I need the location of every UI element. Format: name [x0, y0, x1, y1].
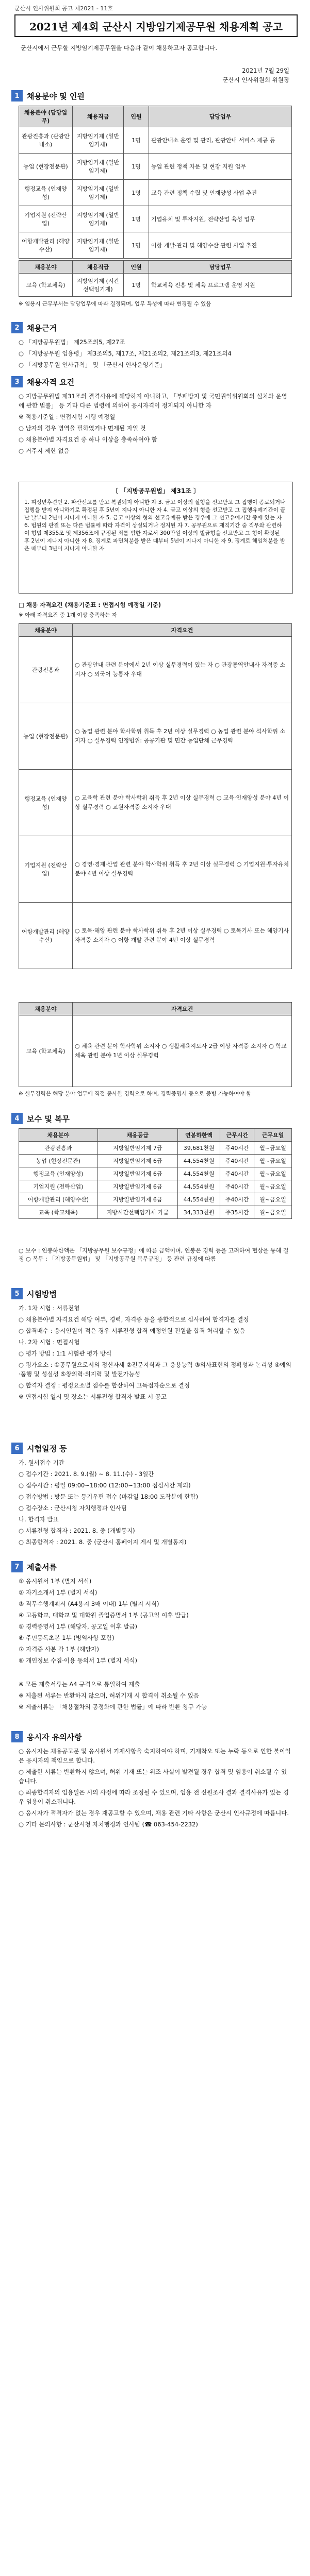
cell-field: 관광진흥과 (관광안내소) — [19, 127, 73, 154]
cell-hours: 주40시간 — [220, 1193, 254, 1206]
qual-footnote: ※ 실무경력은 해당 분야 업무에 직접 종사한 경력으로 하며, 경력증명서 등으로 증빙 가능하여야 함 — [19, 1091, 252, 1097]
legal-title: 〔 「지방공무원법」 제31조 〕 — [112, 487, 200, 495]
section-label: 시험방법 — [27, 1289, 57, 1299]
cell-hours: 주35시간 — [220, 1206, 254, 1219]
cell-field: 관광진흥과 — [19, 1142, 98, 1155]
cell-field: 교육 (학교체육) — [19, 274, 73, 297]
list-item: 가. 원서접수 기간 — [19, 1459, 64, 1466]
table-row — [19, 232, 292, 259]
recruit-table — [19, 106, 292, 259]
list-item: ○ 「지방공무원 임용령」 제3조의5, 제17조, 제21조의2, 제21조의3, 제21조의4 — [19, 350, 232, 357]
table-row — [19, 836, 292, 903]
list-item: ○ 응시자는 채용공고문 및 응시원서 기재사항을 숙지하여야 하며, 기재착오 또는 누락 등으로 인한 불이익은 응시자의 책임으로 합니다. — [19, 1748, 291, 1764]
list-item: ○ 제출한 서류는 반환하지 않으며, 허위 기재 또는 위조 사실이 발견될 경우 합격 및 임용이 취소될 수 있습니다. — [19, 1768, 287, 1785]
note-item: ※ 모든 제출서류는 A4 규격으로 통일하여 제출 — [19, 1681, 140, 1688]
section-label: 채용분야 및 인원 — [27, 91, 85, 101]
table-row — [19, 154, 292, 180]
section-8-list — [19, 1747, 292, 1831]
table-row — [19, 1180, 292, 1193]
cell-grade: 지방시간선택임기제 가급 — [97, 1206, 177, 1219]
section-label: 채용자격 요건 — [27, 377, 75, 387]
table-row — [19, 703, 292, 770]
cell-grade: 지방임기제 (일반임기제) — [73, 180, 124, 206]
cell-count: 1명 — [124, 274, 149, 297]
table-row — [19, 770, 292, 836]
cell-pay: 44,554천원 — [177, 1193, 220, 1206]
cell-field: 기업지원 (전략산업) — [19, 1180, 98, 1193]
col-duty: 담당업무 — [149, 261, 292, 274]
issue-date-value: 2021년 7월 29일 — [242, 67, 289, 74]
list-item: ○ 합격자 결정 : 평정요소별 점수를 합산하여 고득점자순으로 결정 — [19, 1382, 190, 1389]
list-item: ○ 최종합격자의 임용일은 시의 사정에 따라 조정될 수 있으며, 임용 전 신원조사 결과 결격사유가 있는 경우 임용이 취소됩니다. — [19, 1789, 289, 1805]
cell-grade: 지방일반임기제 6급 — [97, 1155, 177, 1167]
cell-days: 월~금요일 — [254, 1180, 292, 1193]
cell-field: 교육 (학교체육) — [19, 1015, 73, 1087]
list-item: ※ 면접시험 일시 및 장소는 서류전형 합격자 발표 시 공고 — [19, 1393, 167, 1400]
section-number: 1 — [11, 90, 23, 101]
cell-duty: 기업유치 및 투자지원, 전략산업 육성 업무 — [149, 206, 292, 232]
cell-field: 어항개발관리 (해양수산) — [19, 903, 73, 969]
list-item: ○ 채용분야별 자격요건 중 하나 이상을 충족하여야 함 — [19, 436, 157, 443]
col-field: 채용분야 — [19, 624, 73, 637]
cell-duty: 학교체육 진흥 및 체육 프로그램 운영 지원 — [149, 274, 292, 297]
col-days: 근무요일 — [254, 1129, 292, 1142]
table-row — [19, 274, 292, 297]
cell-duty: 교육 관련 정책 수립 및 인재양성 사업 추진 — [149, 180, 292, 206]
cell-count: 1명 — [124, 206, 149, 232]
list-item: ○ 접수방법 : 방문 또는 등기우편 접수 (마감일 18:00 도착분에 한함) — [19, 1493, 199, 1500]
col-grade: 채용직급 — [73, 261, 124, 274]
cell-duty: 농업 관련 정책 자문 및 현장 지원 업무 — [149, 154, 292, 180]
section-number: 3 — [11, 376, 23, 387]
legal-text: 1. 피성년후견인 2. 파산선고를 받고 복권되지 아니한 자 3. 금고 이상의 실형을 선고받고 그 집행이 종료되거나 집행을 받지 아니하기로 확정된 후 5년이 지나지 아니한 자 4. 금고 이상의 형을 선고받고 그 집행유예기간이 끝난 날부터 2년이 지나지 아니한 자 5. 금고 이상의 형의 선고유예를 받은 경우에 그 선고유예기간 중에 있는 자 6. 법원의 판결 또는 다른 법률에 따라 자격이 상실되거나 정지된 자 7. 공무원으로 재직기간 중 직무와 관련하여 형법 제355조 및 제356조에 규정된 죄를 범한 자로서 300만원 이상의 벌금형을 선고받고 그 형이 확정된 후 2년이 지나지 아니한 자 8. 징계로 파면처분을 받은 때부터 5년이 지나지 아니한 자 9. 징계로 해임처분을 받은 때부터 3년이 지나지 아니한 자 — [24, 499, 286, 552]
cell-days: 월~금요일 — [254, 1193, 292, 1206]
cell-duty: 어항 개발·관리 및 해양수산 관련 사업 추진 — [149, 232, 292, 259]
cell-req: ○ 토목·해양 관련 분야 학사학위 취득 후 2년 이상 실무경력 ○ 토목기사 또는 해양기사 자격증 소지자 ○ 어항 개발 관련 분야 4년 이상 실무경력 — [73, 903, 292, 969]
recruit-table-2 — [19, 260, 292, 297]
cell-duty: 관광안내소 운영 및 관리, 관광안내 서비스 제공 등 — [149, 127, 292, 154]
table-row — [19, 1206, 292, 1219]
list-item: ○ 평가요소 : ①공무원으로서의 정신자세 ②전문지식과 그 응용능력 ③의사표현의 정확성과 논리성 ④예의·품행 및 성실성 ⑤창의력·의지력 및 발전가능성 — [19, 1361, 291, 1378]
pay-note: ○ 보수 : 연봉하한액은 「지방공무원 보수규정」에 따른 금액이며, 연봉은 경력 등을 고려하여 협상을 통해 결정 ○ 복무 : 「지방공무원법」 및 「지방공무원 복무규정」 등 관련 규정에 따름 — [19, 1247, 289, 1262]
cell-hours: 주40시간 — [220, 1155, 254, 1167]
list-item: ○ 평가 방법 : 1:1 시험관 평가 방식 — [19, 1350, 112, 1357]
cell-hours: 주40시간 — [220, 1167, 254, 1180]
col-field: 채용분야 (담당업무) — [19, 106, 73, 127]
col-field: 채용분야 — [19, 1129, 98, 1142]
cell-pay: 44,554천원 — [177, 1167, 220, 1180]
section-7-list — [19, 1577, 292, 1667]
section-number: 4 — [11, 1113, 23, 1124]
list-item: ○ 서류전형 합격자 : 2021. 8. 중 (개별통지) — [19, 1527, 135, 1534]
list-item: ○ 접수시간 : 평일 09:00~18:00 (12:00~13:00 점심시간 제외) — [19, 1482, 191, 1489]
notice-number: 군산시 인사위원회 공고 제2021 - 11호 — [14, 5, 113, 12]
cell-count: 1명 — [124, 180, 149, 206]
section-5-heading — [11, 1288, 57, 1299]
cell-grade: 지방임기제 (시간선택임기제) — [73, 274, 124, 297]
list-item: ⑦ 자격증 사본 각 1부 (해당자) — [19, 1646, 99, 1653]
section-1-note: ※ 임용시 근무부서는 담당업무에 따라 결정되며, 업무 특성에 따라 변경될 수 있음 — [19, 301, 211, 307]
section-label: 시험일정 등 — [27, 1444, 67, 1453]
cell-grade: 지방일반임기제 7급 — [97, 1142, 177, 1155]
table-row — [19, 1015, 292, 1087]
col-grade: 채용등급 — [97, 1129, 177, 1142]
list-item: ⑧ 개인정보 수집·이용 동의서 1부 (별지 서식) — [19, 1657, 137, 1664]
legal-box — [19, 482, 293, 594]
cell-grade: 지방일반임기제 6급 — [97, 1193, 177, 1206]
list-item: ○ 최종합격자 : 2021. 8. 중 (군산시 홈페이지 게시 및 개별통지) — [19, 1538, 187, 1546]
cell-field: 농업 (현장전문관) — [19, 1155, 98, 1167]
section-number: 8 — [11, 1731, 23, 1742]
list-item: ⑤ 경력증명서 1부 (해당자, 공고일 이후 발급) — [19, 1623, 137, 1630]
section-3-heading — [11, 376, 74, 387]
table-row — [19, 1155, 292, 1167]
section-number: 6 — [11, 1443, 23, 1454]
list-item: 나. 합격자 발표 — [19, 1516, 59, 1523]
col-count: 인원 — [124, 261, 149, 274]
cell-field: 어항개발관리 (해양수산) — [19, 232, 73, 259]
section-number: 7 — [11, 1561, 23, 1572]
list-item: ① 응시원서 1부 (별지 서식) — [19, 1578, 92, 1585]
table-row — [19, 180, 292, 206]
cell-req: ○ 체육 관련 분야 학사학위 소지자 ○ 생활체육지도사 2급 이상 자격증 소지자 ○ 학교체육 관련 분야 1년 이상 실무경력 — [73, 1015, 292, 1087]
list-item: ○ 지방공무원법 제31조의 결격사유에 해당하지 아니하고, 「부패방지 및 국민권익위원회의 설치와 운영에 관한 법률」 등 기타 다른 법령에 의하여 응시자격이 정지되지 아니한 자 — [19, 393, 287, 409]
section-7-notes — [19, 1680, 292, 1714]
table-row — [19, 637, 292, 703]
list-item: ④ 고등학교, 대학교 및 대학원 졸업증명서 1부 (공고일 이후 발급) — [19, 1612, 189, 1619]
cell-pay: 39,681천원 — [177, 1142, 220, 1155]
table-row — [19, 903, 292, 969]
section-5-list — [19, 1303, 292, 1403]
cell-field: 농업 (현장전문관) — [19, 703, 73, 770]
cell-days: 월~금요일 — [254, 1155, 292, 1167]
cell-grade: 지방임기제 (일반임기제) — [73, 206, 124, 232]
section-7-heading — [11, 1561, 57, 1572]
cell-field: 행정교육 (인재양성) — [19, 180, 73, 206]
section-2-heading — [11, 322, 57, 333]
section-3-list — [19, 392, 292, 457]
list-item: ○ 기타 문의사항 : 군산시청 자치행정과 인사팀 (☎ 063-454-2232) — [19, 1821, 198, 1828]
col-hours: 근무시간 — [220, 1129, 254, 1142]
section-8-heading — [11, 1731, 82, 1742]
pay-table — [19, 1128, 292, 1219]
list-item: ○ 접수장소 : 군산시청 자치행정과 인사팀 — [19, 1504, 127, 1512]
list-item: ○ 접수기간 : 2021. 8. 9.(월) ~ 8. 11.(수) - 3일간 — [19, 1470, 154, 1478]
section-6-heading — [11, 1443, 67, 1454]
table-row — [19, 1193, 292, 1206]
col-count: 인원 — [124, 106, 149, 127]
list-item: 가. 1차 시험 : 서류전형 — [19, 1304, 80, 1312]
section-number: 2 — [11, 322, 23, 333]
list-item: ⑥ 주민등록초본 1부 (병역사항 포함) — [19, 1634, 115, 1641]
cell-count: 1명 — [124, 154, 149, 180]
cell-count: 1명 — [124, 127, 149, 154]
list-item: ○ 채용분야별 자격요건 해당 여부, 경력, 자격증 등을 종합적으로 심사하여 합격자를 결정 — [19, 1316, 249, 1323]
page-title: 2021년 제4회 군산시 지방임기제공무원 채용계획 공고 — [14, 14, 298, 37]
col-duty: 담당업무 — [149, 106, 292, 127]
list-item: 나. 2차 시험 : 면접시험 — [19, 1338, 80, 1346]
cell-grade: 지방임기제 (일반임기제) — [73, 154, 124, 180]
section-number: 5 — [11, 1288, 23, 1299]
section-label: 보수 및 복무 — [27, 1114, 70, 1124]
cell-days: 월~금요일 — [254, 1142, 292, 1155]
issuer: 군산시 인사위원회 위원장 — [222, 76, 289, 83]
cell-field: 행정교육 (인재양성) — [19, 770, 73, 836]
qual-note: ※ 아래 자격요건 중 1개 이상 충족하는 자 — [19, 612, 117, 618]
cell-field: 관광진흥과 — [19, 637, 73, 703]
cell-grade: 지방일반임기제 6급 — [97, 1180, 177, 1193]
col-field: 채용분야 — [19, 261, 73, 274]
col-grade: 채용직급 — [73, 106, 124, 127]
section-label: 응시자 유의사항 — [27, 1732, 82, 1742]
issue-date — [222, 66, 289, 84]
cell-hours: 주40시간 — [220, 1142, 254, 1155]
list-item: ○ 「지방공무원법」 제25조의5, 제27조 — [19, 338, 125, 346]
cell-pay: 34,333천원 — [177, 1206, 220, 1219]
table-row — [19, 127, 292, 154]
cell-pay: 44,554천원 — [177, 1180, 220, 1193]
cell-grade: 지방임기제 (일반임기제) — [73, 232, 124, 259]
cell-days: 월~금요일 — [254, 1167, 292, 1180]
section-6-list — [19, 1458, 292, 1549]
table-row — [19, 1167, 292, 1180]
section-label: 제출서류 — [27, 1562, 57, 1572]
cell-pay: 44,554천원 — [177, 1155, 220, 1167]
qual-table — [19, 623, 292, 969]
cell-field: 기업지원 (전략산업) — [19, 836, 73, 903]
list-item: ○ 응시자가 적격자가 없는 경우 재공고할 수 있으며, 채용 관련 기타 사항은 군산시 인사규정에 따릅니다. — [19, 1809, 289, 1817]
cell-req: ○ 농업 관련 분야 학사학위 취득 후 2년 이상 실무경력 ○ 농업 관련 분야 석사학위 소지자 ○ 실무경력 인정범위: 공공기관 및 민간 농업단체 근무경력 — [73, 703, 292, 770]
cell-field: 농업 (현장전문관) — [19, 154, 73, 180]
cell-field: 행정교육 (인재양성) — [19, 1167, 98, 1180]
note-item: ※ 제출서류는 「채용절차의 공정화에 관한 법률」에 따라 반환 청구 가능 — [19, 1703, 207, 1710]
col-pay: 연봉하한액 — [177, 1129, 220, 1142]
list-item: ○ 남자의 경우 병역을 필하였거나 면제된 자일 것 — [19, 425, 146, 432]
qual-title: □ 채용 자격요건 (채용기준표 : 면접시험 예정일 기준) — [19, 601, 161, 608]
cell-days: 월~금요일 — [254, 1206, 292, 1219]
table-row — [19, 1142, 292, 1155]
list-item: ○ 거주지 제한 없음 — [19, 447, 70, 454]
cell-req: ○ 교육학 관련 분야 학사학위 취득 후 2년 이상 실무경력 ○ 교육·인재양성 분야 4년 이상 실무경력 ○ 교원자격증 소지자 우대 — [73, 770, 292, 836]
cell-grade: 지방일반임기제 6급 — [97, 1167, 177, 1180]
section-2-list — [19, 337, 292, 371]
section-4-heading — [11, 1113, 70, 1124]
list-item: ○ 합격배수 : 응시인원이 적은 경우 서류전형 합격 예정인원 전원을 합격 처리할 수 있음 — [19, 1327, 246, 1334]
qual-table-2 — [19, 1002, 292, 1087]
col-req: 자격요건 — [73, 1003, 292, 1015]
section-label: 채용근거 — [27, 323, 57, 333]
list-item: ③ 직무수행계획서 (A4용지 3매 이내) 1부 (별지 서식) — [19, 1600, 159, 1607]
table-row — [19, 206, 292, 232]
cell-req: ○ 경영·경제·산업 관련 분야 학사학위 취득 후 2년 이상 실무경력 ○ 기업지원·투자유치 분야 4년 이상 실무경력 — [73, 836, 292, 903]
cell-grade: 지방임기제 (일반임기제) — [73, 127, 124, 154]
cell-field: 기업지원 (전략산업) — [19, 206, 73, 232]
col-field: 채용분야 — [19, 1003, 73, 1015]
cell-hours: 주40시간 — [220, 1180, 254, 1193]
list-item: ② 자기소개서 1부 (별지 서식) — [19, 1589, 97, 1596]
intro-text: 군산시에서 근무할 지방임기제공무원을 다음과 같이 채용하고자 공고합니다. — [21, 44, 218, 52]
cell-count: 1명 — [124, 232, 149, 259]
list-item: ○ 「지방공무원 인사규칙」 및 「군산시 인사운영기준」 — [19, 361, 166, 368]
note-item: ※ 제출된 서류는 반환하지 않으며, 허위기재 시 합격이 취소될 수 있음 — [19, 1692, 199, 1699]
cell-field: 어항개발관리 (해양수산) — [19, 1193, 98, 1206]
list-item: ※ 적용기준일 : 면접시험 시행 예정일 — [19, 413, 116, 420]
cell-req: ○ 관광안내 관련 분야에서 2년 이상 실무경력이 있는 자 ○ 관광통역안내사 자격증 소지자 ○ 외국어 능통자 우대 — [73, 637, 292, 703]
section-1-heading — [11, 90, 85, 101]
col-req: 자격요건 — [73, 624, 292, 637]
cell-field: 교육 (학교체육) — [19, 1206, 98, 1219]
